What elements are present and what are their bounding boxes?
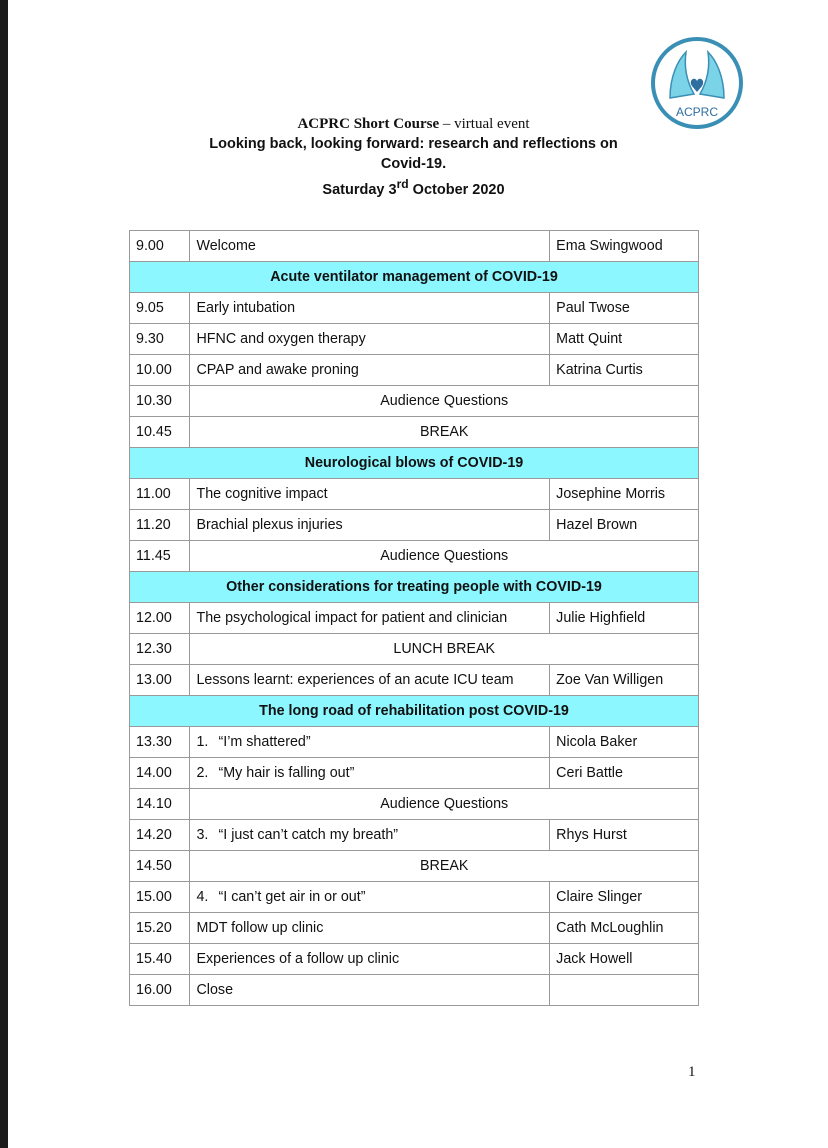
section-header-row (130, 448, 699, 479)
page-number: 1 (688, 1064, 696, 1080)
agenda-row (130, 944, 699, 975)
agenda-row (130, 603, 699, 634)
list-number: 1. (196, 734, 209, 750)
session-time: 12.00 (130, 603, 190, 634)
session-title: “I can’t get air in or out” (218, 889, 366, 905)
agenda-row (130, 975, 699, 1006)
section-title: The long road of rehabilitation post COVID-19 (130, 696, 699, 727)
session-title-cell (190, 665, 550, 696)
agenda-row (130, 913, 699, 944)
session-title: Brachial plexus injuries (196, 517, 343, 533)
session-time: 12.30 (130, 634, 190, 665)
session-title: BREAK (190, 851, 699, 882)
session-title: LUNCH BREAK (190, 634, 699, 665)
session-time: 15.40 (130, 944, 190, 975)
section-header-row (130, 572, 699, 603)
agenda-row (130, 820, 699, 851)
agenda-row (130, 634, 699, 665)
session-time: 11.20 (130, 510, 190, 541)
session-title: CPAP and awake proning (196, 362, 359, 378)
session-title: “My hair is falling out” (218, 765, 355, 781)
session-title: Experiences of a follow up clinic (196, 951, 400, 967)
agenda-row (130, 386, 699, 417)
session-time: 15.00 (130, 882, 190, 913)
agenda-row (130, 231, 699, 262)
session-title: The cognitive impact (196, 486, 328, 502)
session-title: Lessons learnt: experiences of an acute ICU team (196, 672, 514, 688)
session-title-cell (190, 603, 550, 634)
section-header-row (130, 696, 699, 727)
session-time: 14.10 (130, 789, 190, 820)
speaker-name: Claire Slinger (550, 882, 699, 913)
session-time: 13.30 (130, 727, 190, 758)
session-title-cell (190, 293, 550, 324)
session-time: 14.00 (130, 758, 190, 789)
session-title: “I’m shattered” (218, 734, 311, 750)
agenda-row (130, 417, 699, 448)
agenda-row (130, 479, 699, 510)
session-title: The psychological impact for patient and clinician (196, 610, 508, 626)
session-time: 16.00 (130, 975, 190, 1006)
session-title: Audience Questions (190, 386, 699, 417)
speaker-name: Cath McLoughlin (550, 913, 699, 944)
list-number: 4. (196, 889, 209, 905)
speaker-name: Hazel Brown (550, 510, 699, 541)
speaker-name: Nicola Baker (550, 727, 699, 758)
section-title: Neurological blows of COVID-19 (130, 448, 699, 479)
document-header (150, 114, 677, 200)
session-time: 11.00 (130, 479, 190, 510)
session-title: Early intubation (196, 300, 296, 316)
session-title: BREAK (190, 417, 699, 448)
session-title-cell (190, 820, 550, 851)
session-title-cell (190, 975, 550, 1006)
speaker-name: Zoe Van Willigen (550, 665, 699, 696)
session-time: 15.20 (130, 913, 190, 944)
session-title: Audience Questions (190, 541, 699, 572)
agenda-table (129, 230, 699, 1006)
session-title: Close (196, 982, 234, 998)
session-time: 14.20 (130, 820, 190, 851)
speaker-name: Katrina Curtis (550, 355, 699, 386)
agenda-row (130, 541, 699, 572)
logo-text: ACPRC (675, 105, 719, 119)
session-title: HFNC and oxygen therapy (196, 331, 366, 347)
session-title-cell (190, 510, 550, 541)
speaker-name: Matt Quint (550, 324, 699, 355)
session-title: Audience Questions (190, 789, 699, 820)
session-time: 9.00 (130, 231, 190, 262)
agenda-row (130, 789, 699, 820)
agenda-row (130, 758, 699, 789)
speaker-name: Jack Howell (550, 944, 699, 975)
session-time: 10.45 (130, 417, 190, 448)
speaker-name: Ceri Battle (550, 758, 699, 789)
speaker-name: Paul Twose (550, 293, 699, 324)
agenda-row (130, 882, 699, 913)
agenda-row (130, 324, 699, 355)
session-time: 13.00 (130, 665, 190, 696)
speaker-name: Rhys Hurst (550, 820, 699, 851)
agenda-row (130, 355, 699, 386)
session-time: 10.00 (130, 355, 190, 386)
session-title-cell (190, 479, 550, 510)
session-title-cell (190, 882, 550, 913)
speaker-name: Josephine Morris (550, 479, 699, 510)
session-title: Welcome (196, 238, 256, 254)
agenda-row (130, 727, 699, 758)
subtitle-line-2: Covid-19. (380, 156, 447, 172)
speaker-name (550, 975, 699, 1006)
session-time: 14.50 (130, 851, 190, 882)
section-title: Acute ventilator management of COVID-19 (130, 262, 699, 293)
section-title: Other considerations for treating people with COVID-19 (130, 572, 699, 603)
session-title-cell (190, 758, 550, 789)
agenda-row (130, 851, 699, 882)
session-time: 9.05 (130, 293, 190, 324)
speaker-name: Julie Highfield (550, 603, 699, 634)
agenda-row (130, 665, 699, 696)
session-title-cell (190, 944, 550, 975)
agenda-row (130, 293, 699, 324)
list-number: 2. (196, 765, 209, 781)
session-time: 9.30 (130, 324, 190, 355)
list-number: 3. (196, 827, 209, 843)
session-title-cell (190, 913, 550, 944)
subtitle-line-1: Looking back, looking forward: research and reflections on (209, 136, 618, 152)
course-title: ACPRC Short Course – virtual event (297, 116, 530, 132)
section-header-row (130, 262, 699, 293)
session-title-cell (190, 324, 550, 355)
session-title-cell (190, 231, 550, 262)
session-title: MDT follow up clinic (196, 920, 324, 936)
speaker-name: Ema Swingwood (550, 231, 699, 262)
session-title-cell (190, 355, 550, 386)
session-title-cell (190, 727, 550, 758)
agenda-row (130, 510, 699, 541)
event-date: Saturday 3rd October 2020 (322, 177, 505, 198)
session-title: “I just can’t catch my breath” (218, 827, 399, 843)
session-time: 10.30 (130, 386, 190, 417)
session-time: 11.45 (130, 541, 190, 572)
page-edge (0, 0, 8, 1148)
